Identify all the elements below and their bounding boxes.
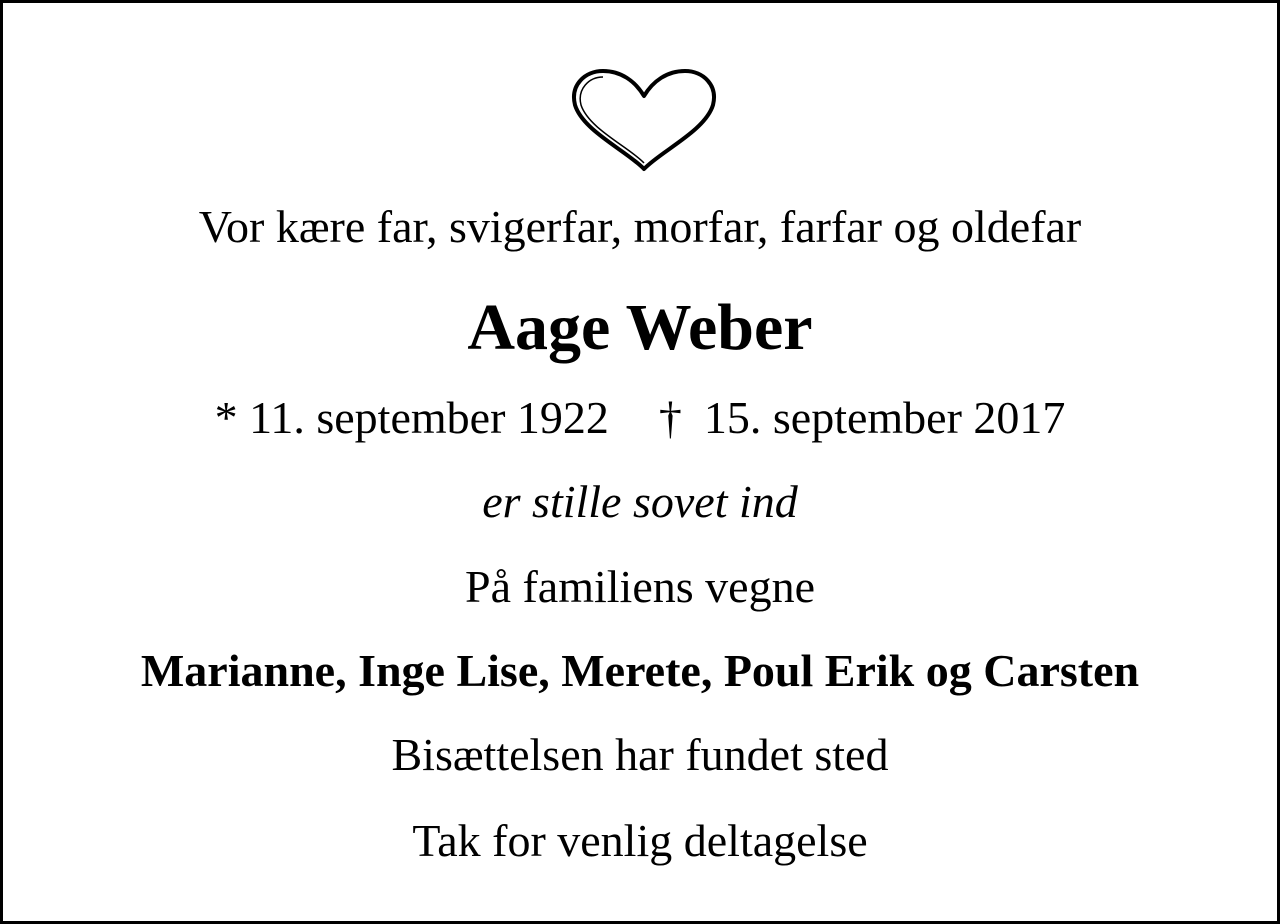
passing-phrase: er stille sovet ind [482, 476, 798, 527]
family-names: Marianne, Inge Lise, Merete, Poul Erik og Carsten [140, 645, 1140, 696]
intro-text: Vor kære far, svigerfar, morfar, farfar og oldefar [198, 201, 1082, 252]
on-behalf-text: På familiens vegne [464, 561, 815, 612]
death-symbol: † [658, 392, 682, 443]
funeral-note: Bisættelsen har fundet sted [391, 729, 889, 780]
death-date: 15. september 2017 [703, 392, 1066, 443]
birth-symbol: * [214, 392, 238, 443]
heart-outline-icon [569, 65, 719, 175]
deceased-name: Aage Weber [467, 291, 813, 364]
birth-date: 11. september 1922 [249, 392, 609, 443]
life-dates [3, 392, 1277, 443]
thanks-note: Tak for venlig deltagelse [412, 815, 868, 866]
